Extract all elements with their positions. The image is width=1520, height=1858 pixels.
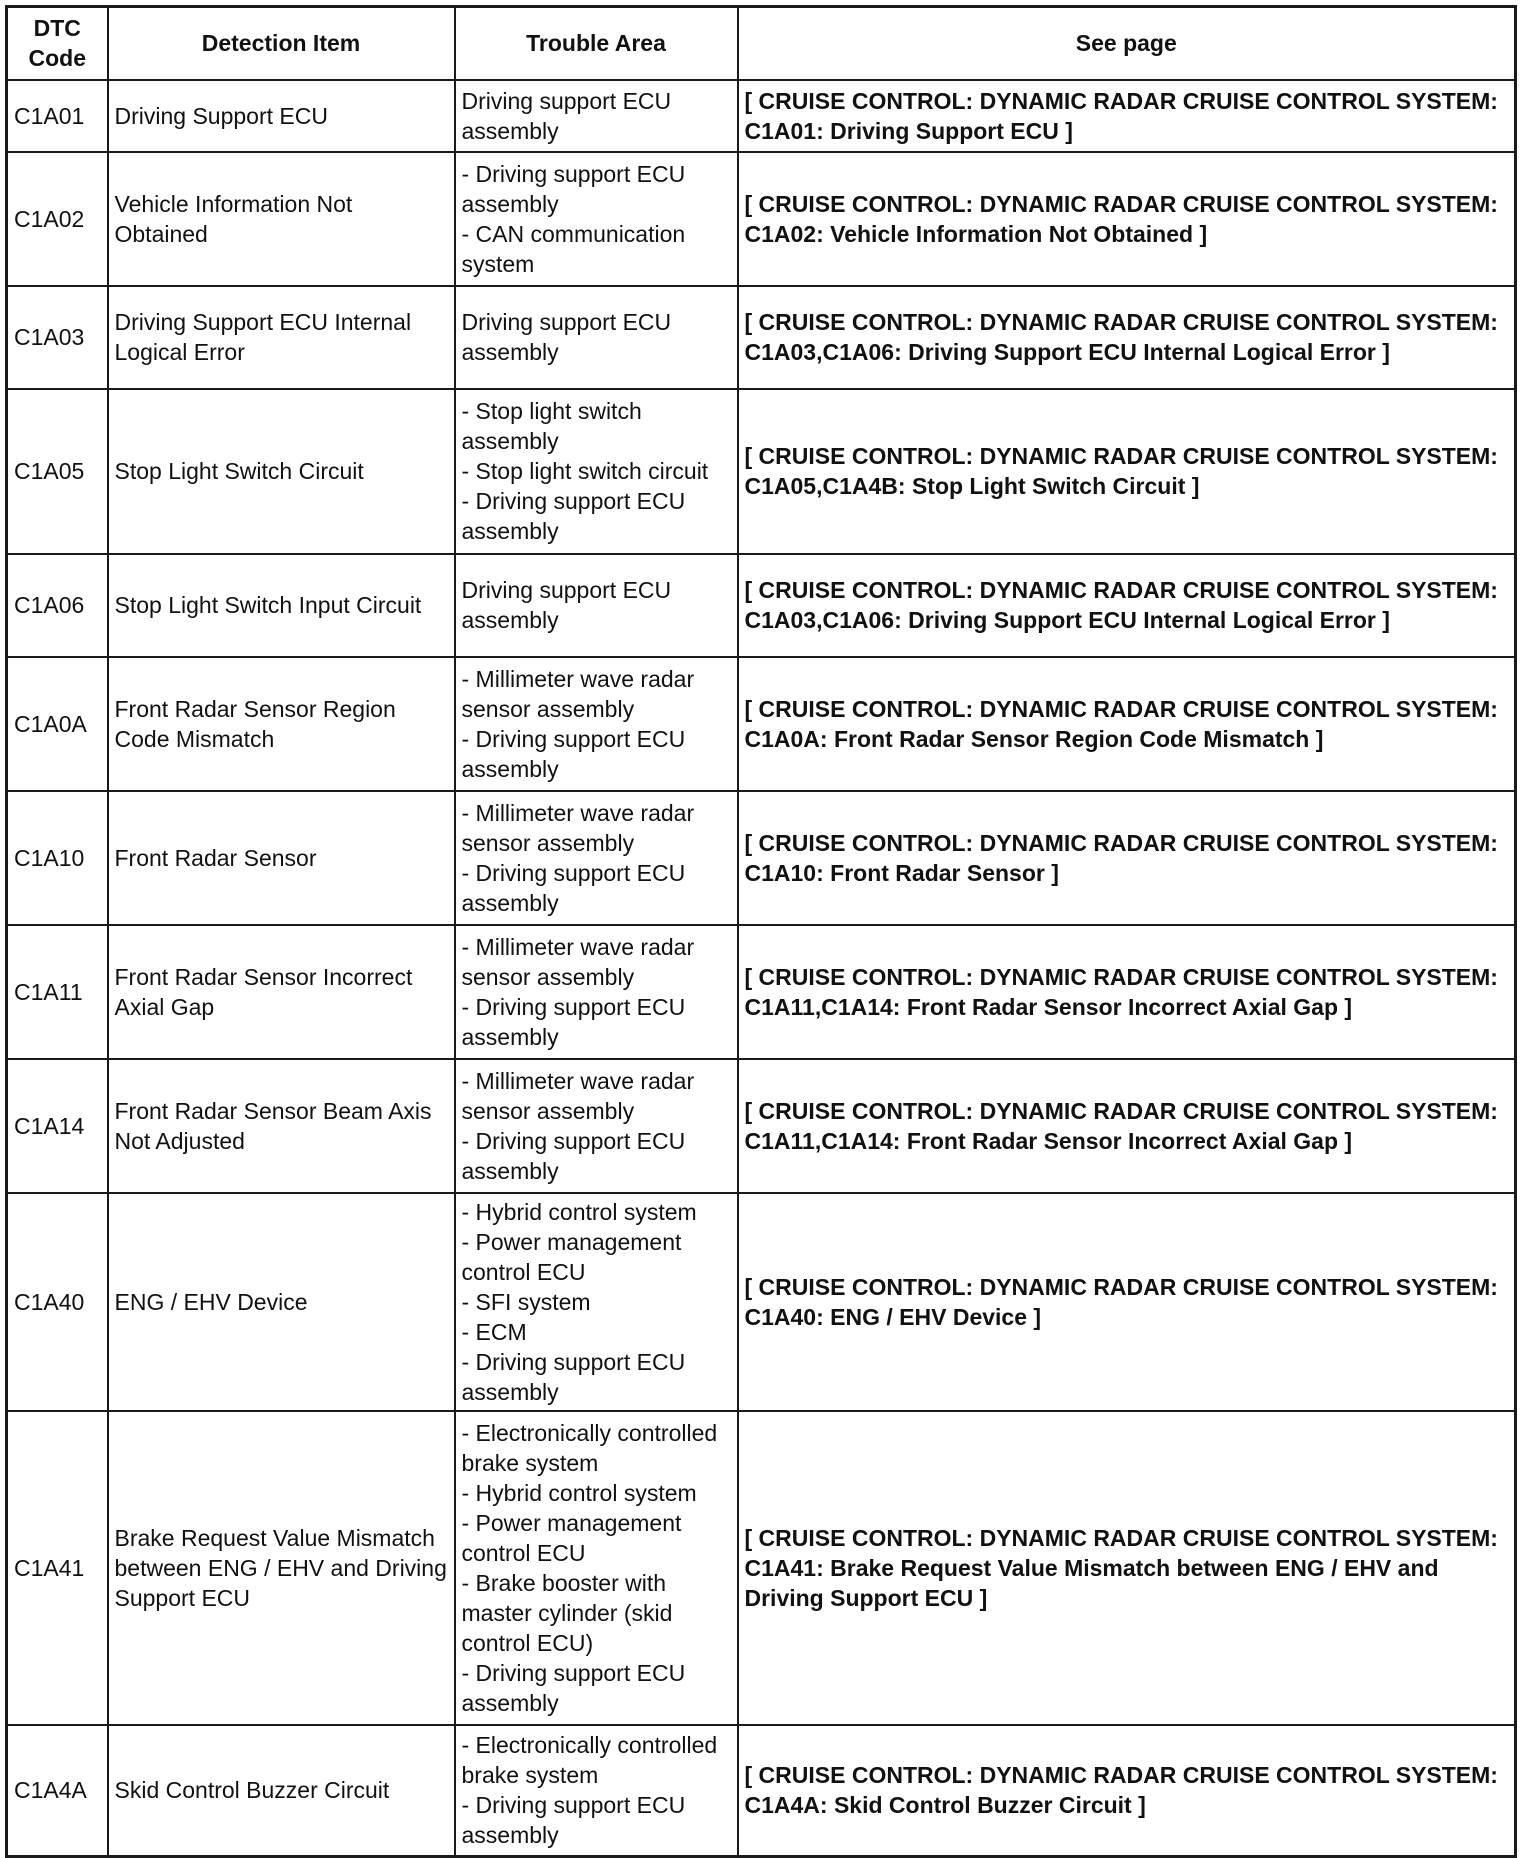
- trouble-area-cell: [455, 80, 738, 152]
- trouble-area-line: - Electronically controlled brake system: [461, 1419, 718, 1476]
- table-row: [7, 554, 1516, 657]
- header-see-page: See page: [738, 7, 1516, 80]
- dtc-code-cell: C1A05: [7, 389, 108, 554]
- trouble-area-line: - Millimeter wave radar sensor assembly: [461, 1067, 695, 1124]
- trouble-area-line: - Driving support ECU assembly: [461, 1659, 686, 1716]
- table-row: [7, 1411, 1516, 1725]
- trouble-area-line: - Stop light switch circuit: [461, 458, 709, 484]
- trouble-area-line: Driving support ECU assembly: [461, 577, 672, 633]
- see-page-link[interactable]: [ CRUISE CONTROL: DYNAMIC RADAR CRUISE CONTROL SYSTEM: C1A0A: Front Radar Sensor Region Code Mismatch ]: [738, 657, 1516, 791]
- table-row: [7, 1193, 1516, 1411]
- trouble-area-line: - Driving support ECU assembly: [461, 160, 686, 217]
- table-row: [7, 657, 1516, 791]
- see-page-link[interactable]: [ CRUISE CONTROL: DYNAMIC RADAR CRUISE CONTROL SYSTEM: C1A40: ENG / EHV Device ]: [738, 1193, 1516, 1411]
- table-row: [7, 791, 1516, 925]
- trouble-area-line: - Power management control ECU: [461, 1228, 682, 1285]
- trouble-area-line: Driving support ECU assembly: [461, 87, 672, 144]
- trouble-area-line: - Millimeter wave radar sensor assembly: [461, 799, 695, 856]
- trouble-area-cell: [455, 1725, 738, 1857]
- detection-item-cell: Brake Request Value Mismatch between ENG / EHV and Driving Support ECU: [108, 1411, 455, 1725]
- header-dtc-code: DTC Code: [7, 7, 108, 80]
- detection-item-cell: Front Radar Sensor Beam Axis Not Adjusted: [108, 1059, 455, 1193]
- trouble-area-line: - Driving support ECU assembly: [461, 725, 686, 782]
- dtc-code-cell: C1A4A: [7, 1725, 108, 1857]
- dtc-code-cell: C1A10: [7, 791, 108, 925]
- trouble-area-cell: [455, 1059, 738, 1193]
- see-page-link[interactable]: [ CRUISE CONTROL: DYNAMIC RADAR CRUISE CONTROL SYSTEM: C1A11,C1A14: Front Radar Sensor Incorrect Axial Gap ]: [738, 925, 1516, 1059]
- header-trouble-area: Trouble Area: [455, 7, 738, 80]
- trouble-area-cell: [455, 554, 738, 657]
- trouble-area-line: - Millimeter wave radar sensor assembly: [461, 933, 695, 990]
- trouble-area-line: - Driving support ECU assembly: [461, 1792, 686, 1849]
- trouble-area-line: - Driving support ECU assembly: [461, 1348, 686, 1405]
- detection-item-cell: Vehicle Information Not Obtained: [108, 152, 455, 286]
- trouble-area-line: - Hybrid control system: [461, 1198, 697, 1225]
- dtc-code-cell: C1A02: [7, 152, 108, 286]
- dtc-code-cell: C1A40: [7, 1193, 108, 1411]
- trouble-area-cell: [455, 389, 738, 554]
- header-row: [7, 7, 1516, 80]
- detection-item-cell: Front Radar Sensor: [108, 791, 455, 925]
- table-row: [7, 286, 1516, 389]
- trouble-area-line: - ECM: [461, 1318, 527, 1345]
- table-row: [7, 1725, 1516, 1857]
- table-row: [7, 80, 1516, 152]
- table-body: [7, 80, 1516, 1857]
- trouble-area-line: - Stop light switch assembly: [461, 398, 642, 454]
- dtc-table: [5, 5, 1517, 1858]
- trouble-area-cell: [455, 1411, 738, 1725]
- table-row: [7, 925, 1516, 1059]
- detection-item-cell: Driving Support ECU: [108, 80, 455, 152]
- table-row: [7, 389, 1516, 554]
- see-page-link[interactable]: [ CRUISE CONTROL: DYNAMIC RADAR CRUISE CONTROL SYSTEM: C1A02: Vehicle Information Not Obtained ]: [738, 152, 1516, 286]
- detection-item-cell: Stop Light Switch Circuit: [108, 389, 455, 554]
- see-page-link[interactable]: [ CRUISE CONTROL: DYNAMIC RADAR CRUISE CONTROL SYSTEM: C1A10: Front Radar Sensor ]: [738, 791, 1516, 925]
- dtc-code-cell: C1A03: [7, 286, 108, 389]
- trouble-area-cell: [455, 657, 738, 791]
- see-page-link[interactable]: [ CRUISE CONTROL: DYNAMIC RADAR CRUISE CONTROL SYSTEM: C1A41: Brake Request Value Mismatch between ENG / EHV and Driving Support ECU ]: [738, 1411, 1516, 1725]
- trouble-area-line: - CAN communication system: [461, 220, 686, 277]
- dtc-code-cell: C1A14: [7, 1059, 108, 1193]
- see-page-link[interactable]: [ CRUISE CONTROL: DYNAMIC RADAR CRUISE CONTROL SYSTEM: C1A01: Driving Support ECU ]: [738, 80, 1516, 152]
- see-page-link[interactable]: [ CRUISE CONTROL: DYNAMIC RADAR CRUISE CONTROL SYSTEM: C1A03,C1A06: Driving Support ECU Internal Logical Error ]: [738, 554, 1516, 657]
- trouble-area-line: - Driving support ECU assembly: [461, 488, 686, 544]
- dtc-code-cell: C1A41: [7, 1411, 108, 1725]
- see-page-link[interactable]: [ CRUISE CONTROL: DYNAMIC RADAR CRUISE CONTROL SYSTEM: C1A4A: Skid Control Buzzer Circuit ]: [738, 1725, 1516, 1857]
- detection-item-cell: Skid Control Buzzer Circuit: [108, 1725, 455, 1857]
- trouble-area-cell: [455, 925, 738, 1059]
- trouble-area-line: - Electronically controlled brake system: [461, 1732, 718, 1789]
- trouble-area-line: Driving support ECU assembly: [461, 309, 672, 365]
- trouble-area-line: - Hybrid control system: [461, 1479, 697, 1506]
- trouble-area-line: - Driving support ECU assembly: [461, 1127, 686, 1184]
- trouble-area-line: - Millimeter wave radar sensor assembly: [461, 665, 695, 722]
- dtc-code-cell: C1A0A: [7, 657, 108, 791]
- see-page-link[interactable]: [ CRUISE CONTROL: DYNAMIC RADAR CRUISE CONTROL SYSTEM: C1A05,C1A4B: Stop Light Switch Circuit ]: [738, 389, 1516, 554]
- header-detection-item: Detection Item: [108, 7, 455, 80]
- detection-item-cell: ENG / EHV Device: [108, 1193, 455, 1411]
- see-page-link[interactable]: [ CRUISE CONTROL: DYNAMIC RADAR CRUISE CONTROL SYSTEM: C1A03,C1A06: Driving Support ECU Internal Logical Error ]: [738, 286, 1516, 389]
- trouble-area-line: - SFI system: [461, 1288, 591, 1315]
- trouble-area-line: - Driving support ECU assembly: [461, 993, 686, 1050]
- dtc-code-cell: C1A11: [7, 925, 108, 1059]
- dtc-code-cell: C1A01: [7, 80, 108, 152]
- trouble-area-line: - Power management control ECU: [461, 1509, 682, 1566]
- table-row: [7, 152, 1516, 286]
- table-row: [7, 1059, 1516, 1193]
- trouble-area-cell: [455, 152, 738, 286]
- trouble-area-line: - Driving support ECU assembly: [461, 859, 686, 916]
- detection-item-cell: Front Radar Sensor Region Code Mismatch: [108, 657, 455, 791]
- trouble-area-cell: [455, 286, 738, 389]
- detection-item-cell: Front Radar Sensor Incorrect Axial Gap: [108, 925, 455, 1059]
- trouble-area-cell: [455, 791, 738, 925]
- detection-item-cell: Driving Support ECU Internal Logical Error: [108, 286, 455, 389]
- see-page-link[interactable]: [ CRUISE CONTROL: DYNAMIC RADAR CRUISE CONTROL SYSTEM: C1A11,C1A14: Front Radar Sensor Incorrect Axial Gap ]: [738, 1059, 1516, 1193]
- dtc-code-cell: C1A06: [7, 554, 108, 657]
- detection-item-cell: Stop Light Switch Input Circuit: [108, 554, 455, 657]
- trouble-area-cell: [455, 1193, 738, 1411]
- trouble-area-line: - Brake booster with master cylinder (skid control ECU): [461, 1569, 673, 1656]
